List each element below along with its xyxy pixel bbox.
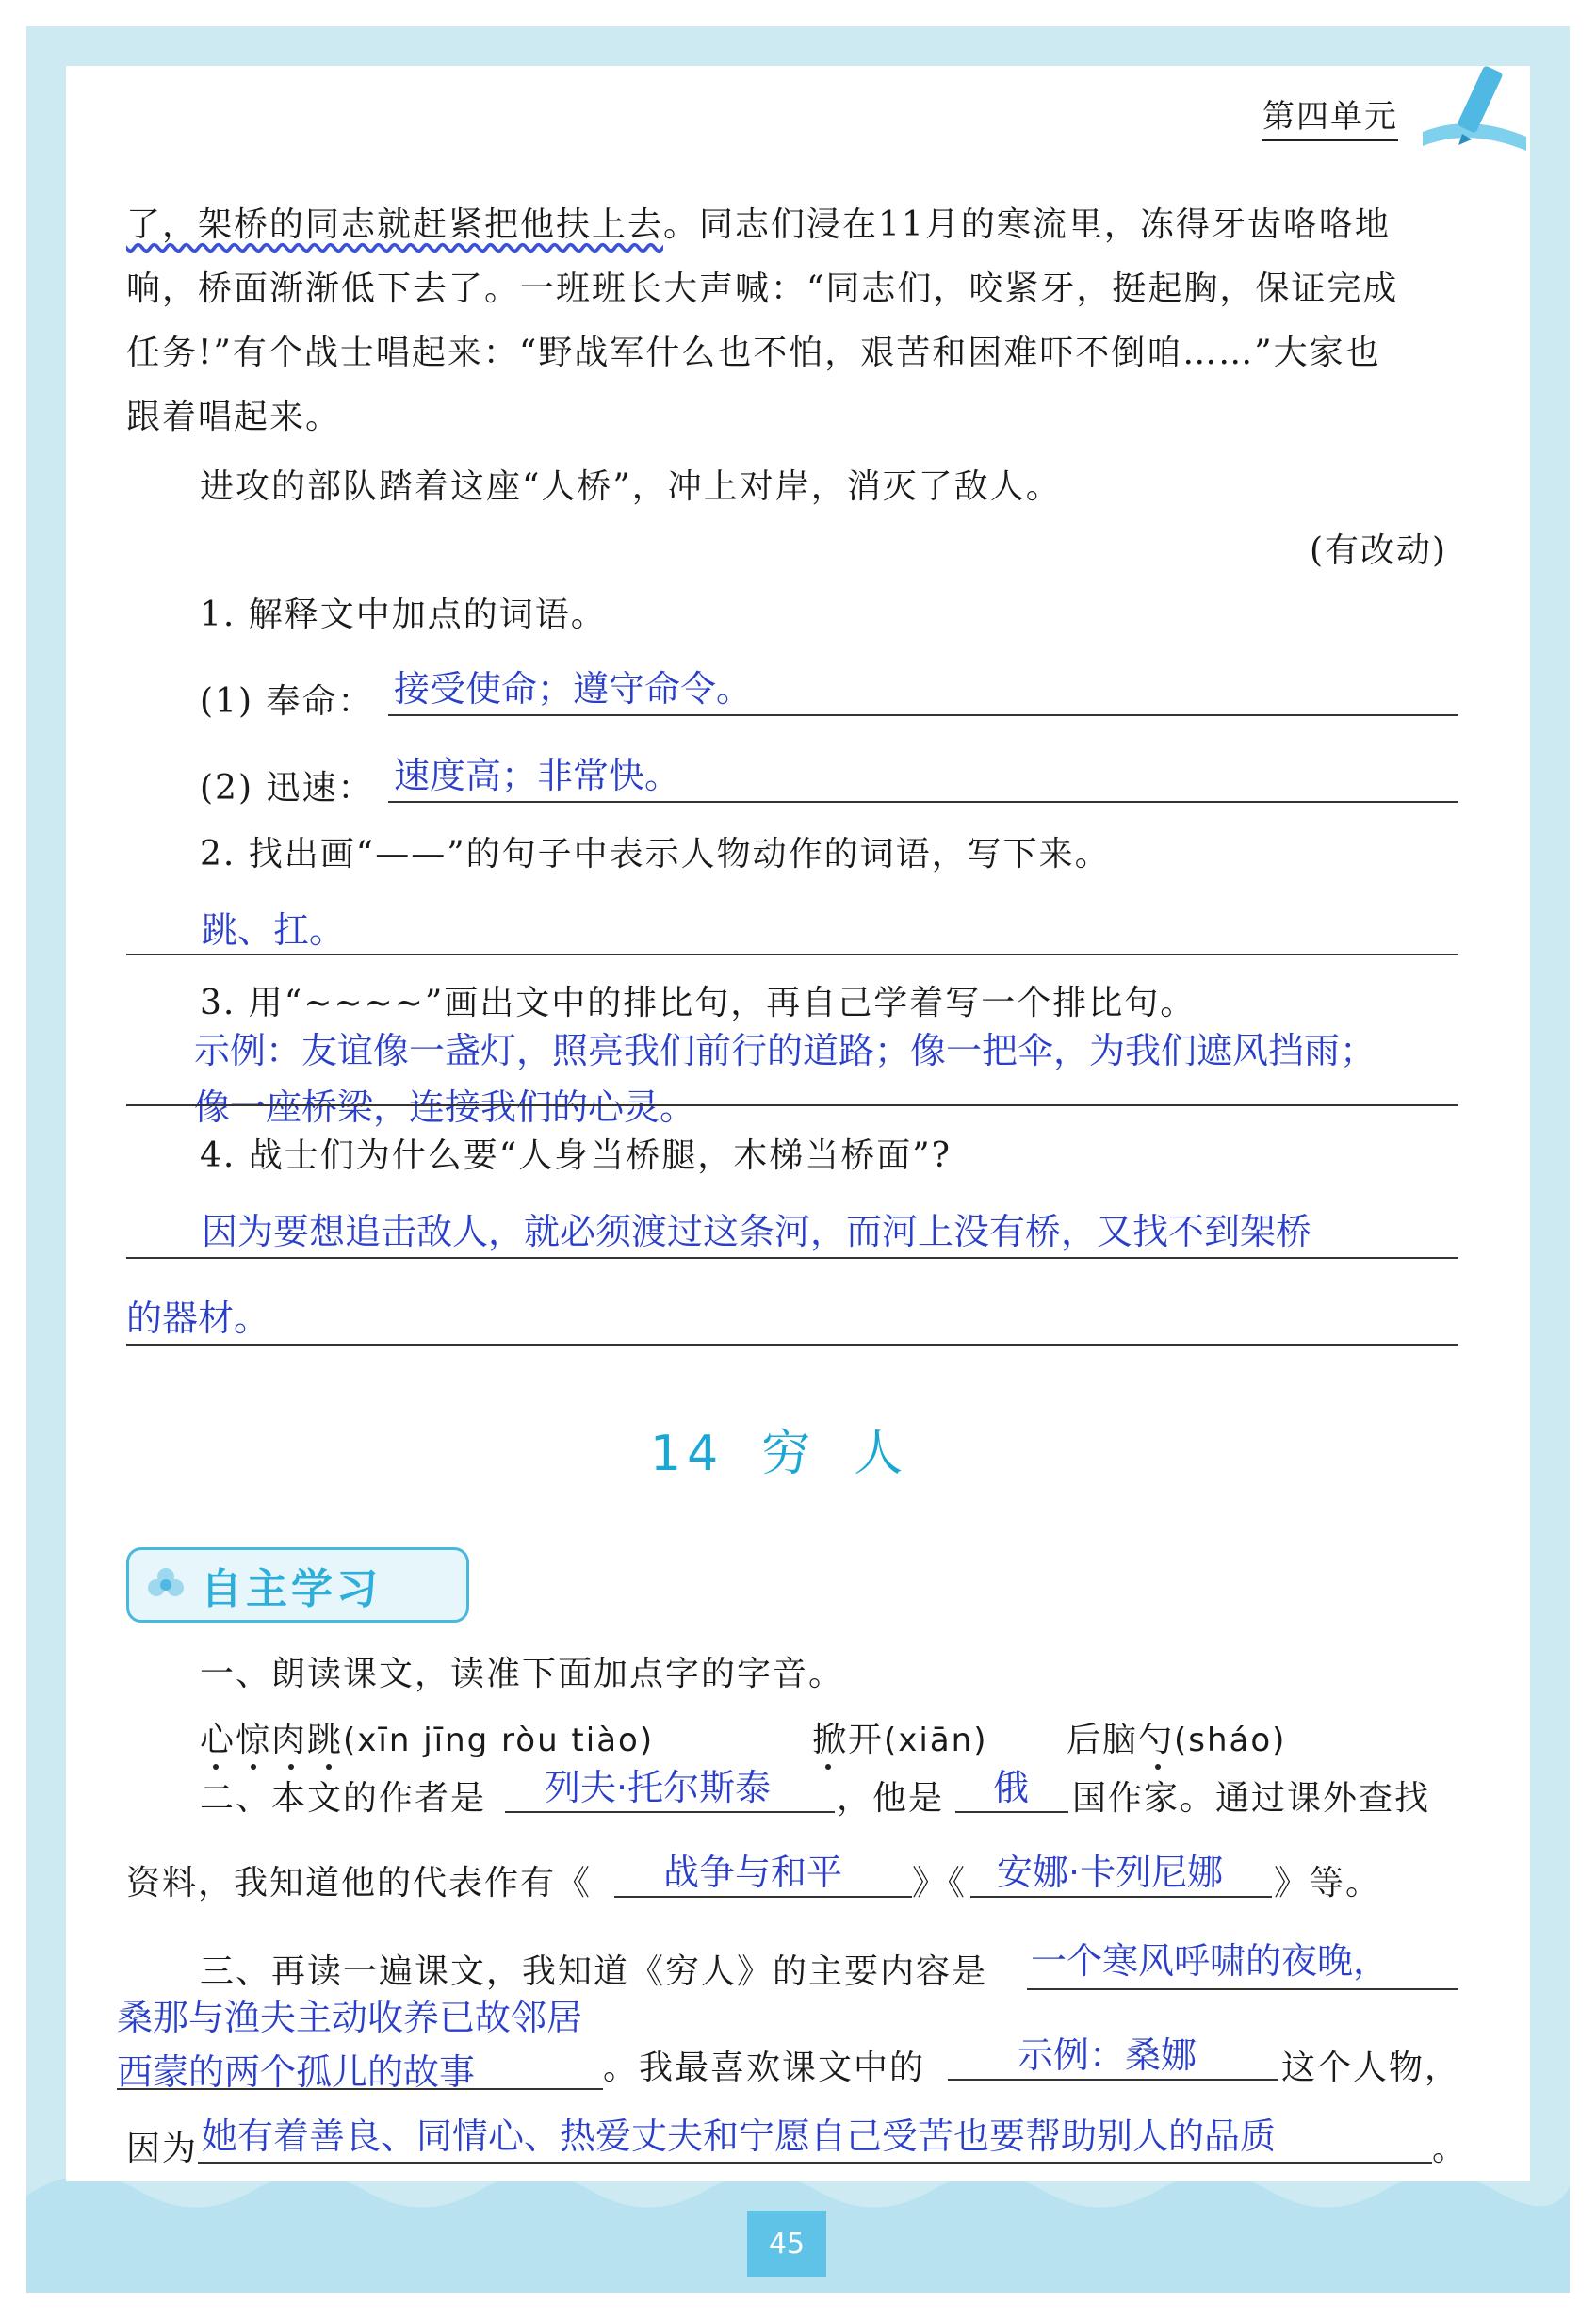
passage-line-2: 响，桥面渐渐低下去了。一班班长大声喊：“同志们，咬紧牙，挺起胸，保证完成 bbox=[126, 269, 1399, 308]
answer-line bbox=[388, 801, 1458, 803]
answer-line bbox=[117, 2088, 603, 2090]
answer-line bbox=[126, 1104, 1458, 1106]
question-1-1-label: (1) 奉命： bbox=[200, 682, 374, 721]
passage-line-3: 任务!”有个战士唱起来：“野战军什么也不怕，艰苦和困难吓不倒咱……”大家也 bbox=[126, 334, 1381, 372]
answer-line bbox=[198, 2162, 1432, 2164]
lesson-title: 14 穷 人 bbox=[650, 1426, 909, 1482]
section-badge bbox=[126, 1547, 469, 1623]
passage-line-1: 了，架桥的同志就赶紧把他扶上去。同志们浸在11月的寒流里，冻得牙齿咯咯地 bbox=[126, 205, 1391, 244]
passage-line-4: 跟着唱起来。 bbox=[126, 398, 342, 436]
answer-line bbox=[1027, 1988, 1458, 1990]
answer-line bbox=[970, 1896, 1272, 1898]
reason-answer[interactable]: 她有着善良、同情心、热爱丈夫和宁愿自己受苦也要帮助别人的品质 bbox=[202, 2115, 1277, 2157]
answer-line bbox=[126, 954, 1458, 955]
main-content-answer-2[interactable]: 桑那与渔夫主动收养已故邻居 bbox=[117, 1997, 583, 2038]
answer-line bbox=[955, 1811, 1068, 1813]
self-study-item-3-end: 。 bbox=[1432, 2130, 1469, 2168]
question-4: 4. 战士们为什么要“人身当桥腿，木梯当桥面”? bbox=[200, 1136, 952, 1175]
answer-line bbox=[126, 1344, 1458, 1346]
self-study-item-3-because: 因为 bbox=[126, 2130, 199, 2168]
question-3: 3. 用“~~~~”画出文中的排比句，再自己学着写一个排比句。 bbox=[200, 984, 1197, 1022]
favorite-character-answer[interactable]: 示例：桑娜 bbox=[1018, 2034, 1197, 2076]
self-study-item-2-prefix: 二、本文的作者是 bbox=[200, 1779, 487, 1818]
pinyin-word-1: 心惊肉跳(xīn jīng ròu tiào) bbox=[200, 1721, 655, 1759]
pencil-book-icon bbox=[1413, 47, 1536, 160]
answer-line bbox=[126, 1257, 1458, 1259]
emphasis-dot bbox=[825, 1764, 831, 1770]
country-answer[interactable]: 俄 bbox=[993, 1767, 1030, 1808]
main-content-answer-1[interactable]: 一个寒风呼啸的夜晚， bbox=[1031, 1940, 1390, 1982]
self-study-item-1: 一、朗读课文，读准下面加点字的字音。 bbox=[200, 1655, 845, 1693]
page-number: 45 bbox=[747, 2211, 826, 2277]
self-study-item-2-line-2: 资料，我知道他的代表作有《 bbox=[126, 1864, 593, 1903]
pinyin-word-3: 后脑勺(sháo) bbox=[1067, 1721, 1287, 1759]
self-study-item-2-sep: 》《 bbox=[912, 1864, 968, 1903]
question-3-answer-line-2[interactable]: 像一座桥梁，连接我们的心灵。 bbox=[194, 1086, 696, 1128]
main-content-answer-3[interactable]: 西蒙的两个孤儿的故事 bbox=[117, 2051, 476, 2093]
question-1: 1. 解释文中加点的词语。 bbox=[200, 596, 607, 634]
revision-note: (有改动) bbox=[1310, 531, 1448, 570]
flower-icon bbox=[144, 1563, 187, 1607]
parallel-sentence-mark: 了，架桥的同志就赶紧把他扶上去 bbox=[126, 205, 664, 244]
emphasis-dot bbox=[1155, 1764, 1161, 1770]
self-study-item-3-tail: 这个人物， bbox=[1281, 2049, 1461, 2087]
self-study-item-2-mid: ，他是 bbox=[837, 1779, 945, 1818]
work-2-answer[interactable]: 安娜·卡列尼娜 bbox=[997, 1852, 1224, 1893]
self-study-item-3-prefix: 三、再读一遍课文，我知道《穷人》的主要内容是 bbox=[200, 1952, 988, 1991]
question-4-answer-line-1[interactable]: 因为要想追击敌人，就必须渡过这条河，而河上没有桥，又找不到架桥 bbox=[202, 1211, 1312, 1252]
author-answer[interactable]: 列夫·托尔斯泰 bbox=[545, 1767, 772, 1808]
answer-line bbox=[388, 714, 1458, 716]
question-2-answer[interactable]: 跳、扛。 bbox=[202, 909, 346, 951]
unit-label: 第四单元 bbox=[1262, 90, 1398, 141]
question-1-2-label: (2) 迅速： bbox=[200, 769, 374, 808]
question-2: 2. 找出画“——”的句子中表示人物动作的词语，写下来。 bbox=[200, 835, 1111, 874]
self-study-item-2-end: 》等。 bbox=[1274, 1864, 1382, 1903]
section-title: 自主学习 bbox=[201, 1565, 382, 1613]
emphasis-dot bbox=[251, 1764, 256, 1770]
emphasis-dot bbox=[288, 1764, 294, 1770]
pinyin-word-2: 掀开(xiān) bbox=[812, 1721, 988, 1759]
emphasis-dot bbox=[326, 1764, 332, 1770]
question-4-answer-line-2[interactable]: 的器材。 bbox=[126, 1298, 270, 1339]
answer-line bbox=[505, 1811, 835, 1813]
work-1-answer[interactable]: 战争与和平 bbox=[663, 1852, 843, 1893]
question-1-2-answer[interactable]: 速度高；非常快。 bbox=[394, 755, 681, 796]
emphasis-dot bbox=[213, 1764, 219, 1770]
question-3-answer-line-1[interactable]: 示例：友谊像一盏灯，照亮我们前行的道路；像一把伞，为我们遮风挡雨； bbox=[194, 1030, 1376, 1071]
passage-line-5: 进攻的部队踏着这座“人桥”，冲上对岸，消灭了敌人。 bbox=[200, 467, 1062, 506]
answer-line bbox=[948, 2079, 1278, 2081]
question-1-1-answer[interactable]: 接受使命；遵守命令。 bbox=[394, 668, 753, 710]
self-study-item-3-mid: 。我最喜欢课文中的 bbox=[603, 2049, 926, 2087]
answer-line bbox=[614, 1896, 912, 1898]
self-study-item-2-tail: 国作家。通过课外查找 bbox=[1072, 1779, 1431, 1818]
